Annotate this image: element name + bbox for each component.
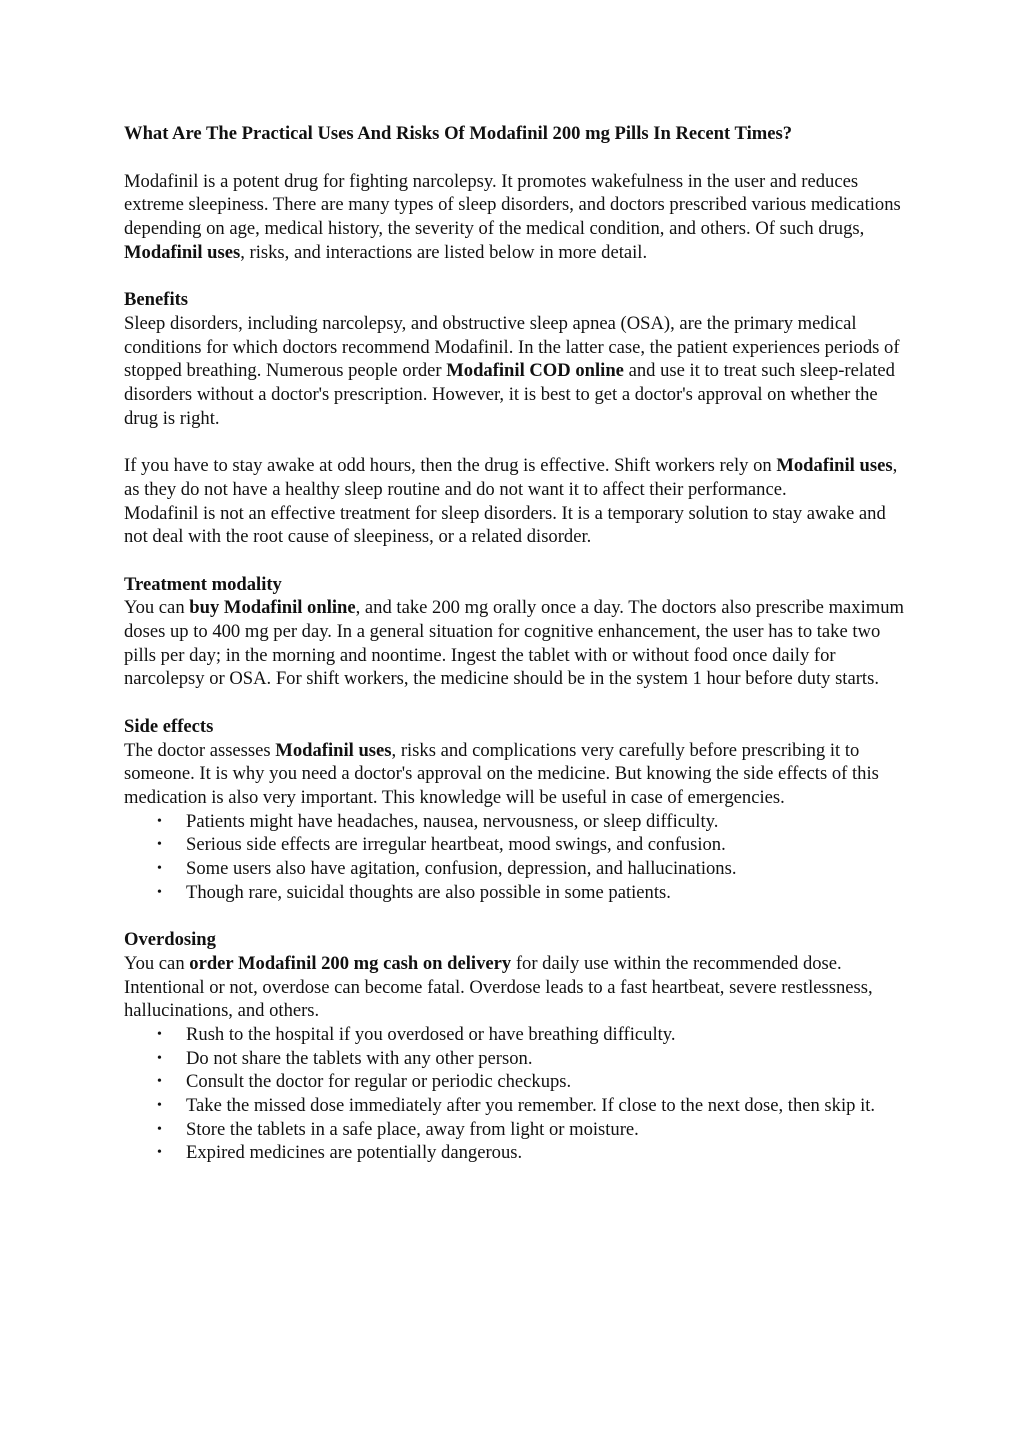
treatment-paragraph — [124, 596, 914, 691]
treatment-heading: Treatment modality — [124, 573, 282, 595]
document-page — [124, 122, 914, 1165]
bullet-icon: • — [157, 837, 162, 853]
overdosing-list — [124, 1023, 914, 1165]
overdosing-text-1: You can — [124, 952, 190, 974]
intro-paragraph — [124, 170, 914, 265]
benefits-paragraph-3: Modafinil is not an effective treatment for sleep disorders. It is a temporary solution to stay awake and not deal with the root cause of sleepiness, or a related disorder. — [124, 502, 886, 548]
treatment-text-1: You can — [124, 597, 190, 619]
bullet-icon: • — [157, 1145, 162, 1161]
bullet-icon: • — [157, 884, 162, 900]
list-item-text: Some users also have agitation, confusion, depression, and hallucinations. — [186, 858, 737, 880]
list-item — [124, 1118, 914, 1142]
side-effects-paragraph — [124, 739, 914, 810]
list-item — [124, 1070, 914, 1094]
benefits-p1-text-2: and use it to treat such sleep-related disorders without a doctor's prescription. However, it is best to get a doctor's approval on whether the drug is right. — [124, 360, 895, 429]
document-title: What Are The Practical Uses And Risks Of Modafinil 200 mg Pills In Recent Times? — [124, 123, 793, 144]
bullet-icon: • — [157, 1026, 162, 1042]
spacer — [124, 430, 914, 454]
list-item-text: Though rare, suicidal thoughts are also possible in some patients. — [186, 881, 671, 903]
list-item — [124, 1023, 914, 1047]
overdosing-text-2: for daily use within the recommended dose. Intentional or not, overdose can become fatal. Overdose leads to a fast heartbeat, severe restlessness, hallucinations, and others. — [124, 952, 873, 1022]
list-item — [124, 1141, 914, 1165]
list-item — [124, 857, 914, 881]
benefits-p1-text-1: Sleep disorders, including narcolepsy, and obstructive sleep apnea (OSA), are the primary medical conditions for which doctors recommend Modafinil. In the latter case, the patient experiences periods of stopped breathing. Numerous people order — [124, 312, 900, 382]
treatment-bold-buy-online: buy Modafinil online — [189, 597, 356, 619]
benefits-bold-modafinil-uses: Modafinil uses — [776, 455, 893, 477]
list-item-text: Patients might have headaches, nausea, nervousness, or sleep difficulty. — [186, 810, 719, 832]
intro-bold-modafinil-uses: Modafinil uses — [124, 241, 241, 263]
list-item-text: Serious side effects are irregular heartbeat, mood swings, and confusion. — [186, 834, 726, 856]
benefits-paragraph-2 — [124, 454, 914, 501]
overdosing-bold-cash-on-delivery: order Modafinil 200 mg cash on delivery — [189, 952, 512, 974]
list-item — [124, 810, 914, 834]
side-effects-bold-modafinil-uses: Modafinil uses — [275, 739, 392, 761]
bullet-icon: • — [157, 813, 162, 829]
benefits-p2-text-1: If you have to stay awake at odd hours, then the drug is effective. Shift workers rely on — [124, 455, 777, 477]
list-item-text: Do not share the tablets with any other person. — [186, 1047, 533, 1069]
list-item — [124, 833, 914, 857]
list-item — [124, 1094, 914, 1118]
bullet-icon: • — [157, 1074, 162, 1090]
bullet-icon: • — [157, 1050, 162, 1066]
side-effects-list — [124, 810, 914, 905]
list-item — [124, 1047, 914, 1071]
list-item-text: Rush to the hospital if you overdosed or have breathing difficulty. — [186, 1023, 676, 1045]
spacer — [124, 904, 914, 928]
list-item-text: Take the missed dose immediately after you remember. If close to the next dose, then skip it. — [186, 1095, 876, 1117]
bullet-icon: • — [157, 1098, 162, 1114]
spacer — [124, 549, 914, 573]
spacer — [124, 265, 914, 289]
treatment-text-2: , and take 200 mg orally once a day. The doctors also prescribe maximum doses up to 400 mg per day. In a general situation for cognitive enhancement, the user has to take two pills per day; in the morning and noontime. Ingest the tablet with or without food once daily for narcolepsy or OSA. For shift workers, the medicine should be in the system 1 hour before duty starts. — [124, 597, 904, 690]
spacer — [124, 691, 914, 715]
side-effects-text-1: The doctor assesses — [124, 739, 276, 761]
list-item-text: Consult the doctor for regular or periodic checkups. — [186, 1071, 572, 1093]
intro-text-2: , risks, and interactions are listed below in more detail. — [240, 241, 648, 263]
intro-text-1: Modafinil is a potent drug for fighting narcolepsy. It promotes wakefulness in the user and reduces extreme sleepiness. There are many types of sleep disorders, and doctors prescribed various medications depending on age, medical history, the severity of the medical condition, and others. Of such drugs, — [124, 170, 901, 240]
benefits-p2-text-2: , as they do not have a healthy sleep routine and do not want it to affect their performance. — [124, 455, 898, 500]
overdosing-paragraph — [124, 952, 914, 1023]
bullet-icon: • — [157, 1121, 162, 1137]
bullet-icon: • — [157, 861, 162, 877]
side-effects-heading: Side effects — [124, 715, 214, 737]
list-item-text: Store the tablets in a safe place, away from light or moisture. — [186, 1118, 639, 1140]
list-item-text: Expired medicines are potentially dangerous. — [186, 1142, 523, 1164]
benefits-bold-cod-online: Modafinil COD online — [446, 360, 624, 382]
benefits-heading: Benefits — [124, 289, 189, 311]
list-item — [124, 881, 914, 905]
side-effects-text-2: , risks and complications very carefully before prescribing it to someone. It is why you need a doctor's approval on the medicine. But knowing the side effects of this medication is also very important. This knowledge will be useful in case of emergencies. — [124, 739, 879, 808]
overdosing-heading: Overdosing — [124, 929, 216, 951]
benefits-paragraph-1 — [124, 312, 914, 431]
